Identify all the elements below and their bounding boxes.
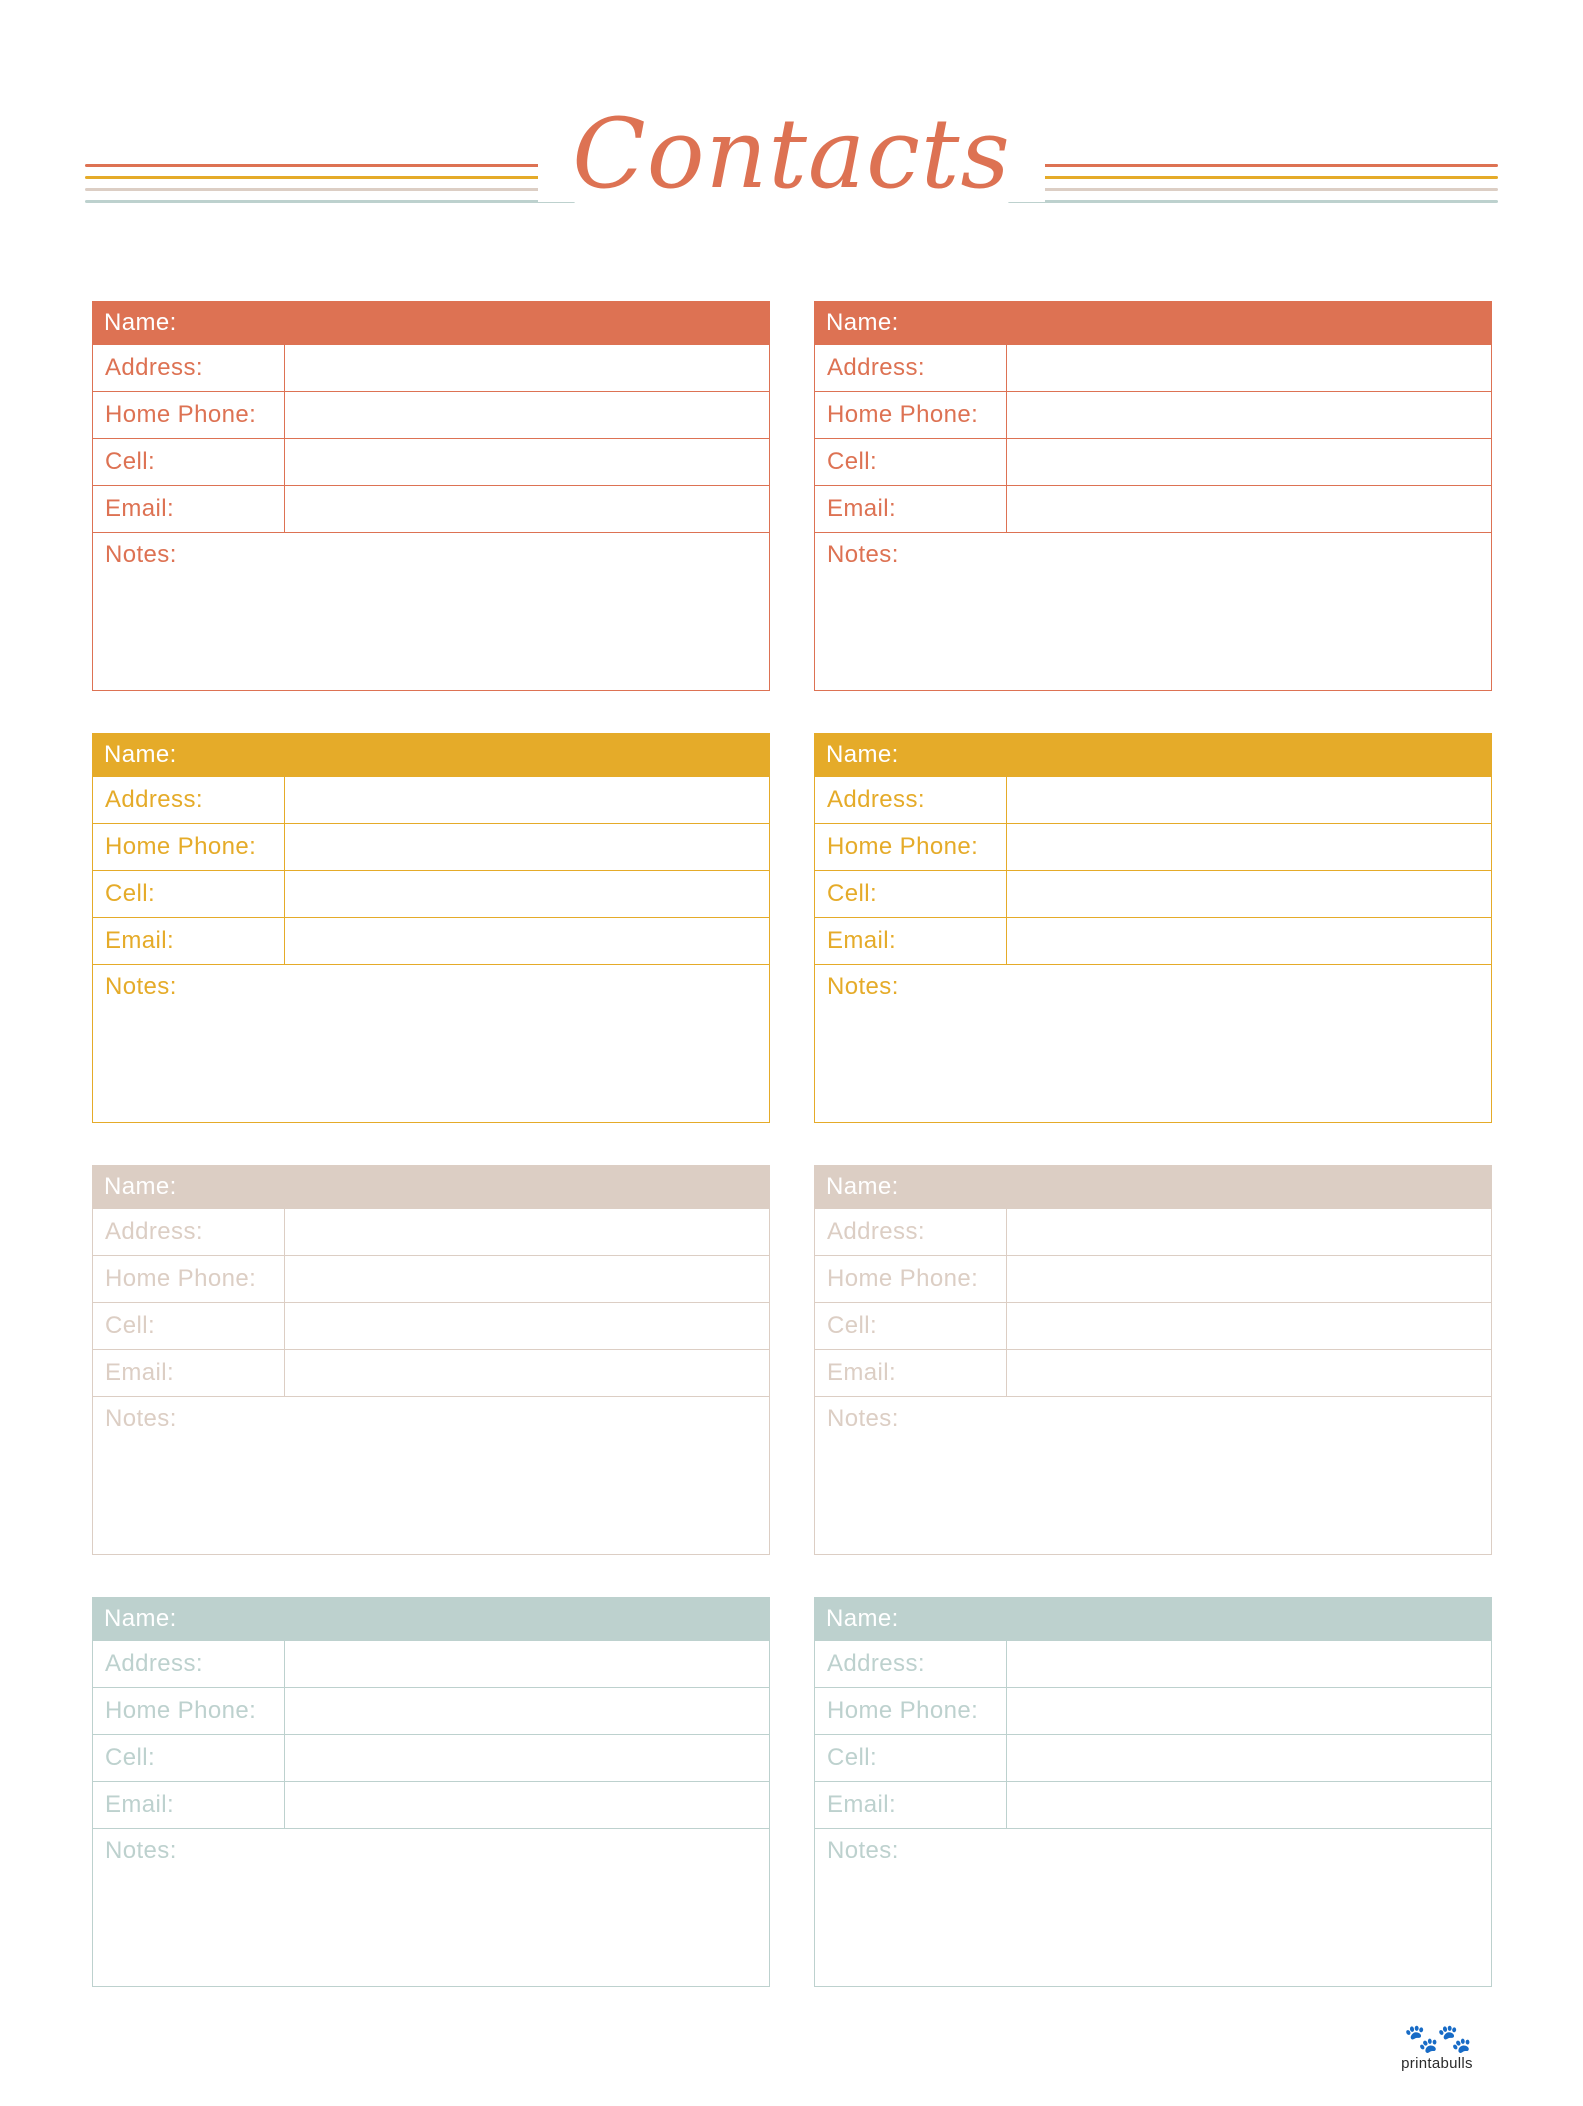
home-phone-row — [814, 1256, 1492, 1303]
contact-name-header — [92, 733, 770, 777]
cell-row — [92, 1735, 770, 1782]
email-row-label-cell — [93, 918, 285, 964]
address-input[interactable] — [1007, 777, 1491, 823]
cell-row — [92, 439, 770, 486]
notes-area[interactable] — [92, 1829, 770, 1987]
notes-area[interactable] — [814, 533, 1492, 691]
home-phone-input[interactable] — [285, 1688, 769, 1734]
footer-logo — [1377, 2025, 1497, 2072]
home-phone-label: Home Phone: — [827, 1697, 979, 1724]
notes-label: Notes: — [105, 541, 177, 568]
cell-row — [814, 439, 1492, 486]
cell-label: Cell: — [827, 880, 878, 907]
home-phone-label: Home Phone: — [105, 1265, 257, 1292]
email-label: Email: — [827, 1359, 897, 1386]
email-input[interactable] — [1007, 1782, 1491, 1828]
home-phone-input[interactable] — [1007, 1688, 1491, 1734]
cell-row-label-cell — [815, 1735, 1007, 1781]
address-input[interactable] — [285, 1641, 769, 1687]
email-input[interactable] — [1007, 1350, 1491, 1396]
notes-area[interactable] — [814, 1397, 1492, 1555]
cell-row — [92, 871, 770, 918]
cell-input[interactable] — [1007, 439, 1491, 485]
cell-input[interactable] — [285, 871, 769, 917]
home-phone-label: Home Phone: — [105, 1697, 257, 1724]
email-row-label-cell — [815, 486, 1007, 532]
home-phone-input[interactable] — [285, 1256, 769, 1302]
cell-input[interactable] — [1007, 1735, 1491, 1781]
header-rule-blush-right — [1008, 188, 1498, 191]
header-rule-coral-right — [1008, 164, 1498, 167]
email-input[interactable] — [1007, 918, 1491, 964]
email-label: Email: — [105, 927, 175, 954]
address-input[interactable] — [1007, 1641, 1491, 1687]
address-row — [92, 1209, 770, 1256]
contact-card — [814, 301, 1492, 691]
notes-label: Notes: — [105, 1837, 177, 1864]
home-phone-row — [92, 1256, 770, 1303]
address-label: Address: — [105, 1218, 203, 1245]
address-row — [814, 777, 1492, 824]
address-row-label-cell — [815, 345, 1007, 391]
address-label: Address: — [827, 786, 925, 813]
header-rule-blush-left — [85, 188, 575, 191]
email-row-label-cell — [815, 918, 1007, 964]
address-row-label-cell — [815, 777, 1007, 823]
contact-name-header — [92, 1597, 770, 1641]
email-label: Email: — [105, 495, 175, 522]
cell-row — [814, 1303, 1492, 1350]
home-phone-row-label-cell — [93, 392, 285, 438]
email-label: Email: — [105, 1791, 175, 1818]
cell-row-label-cell — [815, 871, 1007, 917]
notes-label: Notes: — [827, 1405, 899, 1432]
header-rule-sage-right — [1008, 200, 1498, 203]
cell-label: Cell: — [105, 448, 156, 475]
address-label: Address: — [827, 1650, 925, 1677]
cell-row — [92, 1303, 770, 1350]
notes-area[interactable] — [92, 1397, 770, 1555]
contact-name-header — [814, 1597, 1492, 1641]
email-input[interactable] — [285, 1782, 769, 1828]
home-phone-label: Home Phone: — [105, 401, 257, 428]
address-label: Address: — [105, 1650, 203, 1677]
email-label: Email: — [827, 495, 897, 522]
address-row — [92, 1641, 770, 1688]
address-input[interactable] — [1007, 345, 1491, 391]
address-row-label-cell — [815, 1209, 1007, 1255]
address-label: Address: — [105, 354, 203, 381]
home-phone-label: Home Phone: — [827, 1265, 979, 1292]
cell-input[interactable] — [1007, 1303, 1491, 1349]
address-label: Address: — [105, 786, 203, 813]
contact-name-header — [814, 733, 1492, 777]
home-phone-row — [814, 1688, 1492, 1735]
home-phone-row — [92, 392, 770, 439]
contact-name-header — [92, 301, 770, 345]
email-row-label-cell — [93, 486, 285, 532]
email-label: Email: — [827, 927, 897, 954]
notes-area[interactable] — [92, 965, 770, 1123]
home-phone-row-label-cell — [815, 392, 1007, 438]
email-row-label-cell — [815, 1350, 1007, 1396]
email-row — [92, 918, 770, 965]
address-row — [92, 345, 770, 392]
brand-name: printabulls — [1401, 2055, 1473, 2072]
home-phone-label: Home Phone: — [827, 401, 979, 428]
notes-label: Notes: — [827, 973, 899, 1000]
cell-row-label-cell — [93, 871, 285, 917]
address-row-label-cell — [93, 1209, 285, 1255]
home-phone-row — [814, 392, 1492, 439]
email-row-label-cell — [93, 1782, 285, 1828]
home-phone-row-label-cell — [815, 1256, 1007, 1302]
cell-row — [814, 871, 1492, 918]
page-header — [0, 58, 1583, 258]
home-phone-row-label-cell — [93, 824, 285, 870]
cell-row-label-cell — [93, 1303, 285, 1349]
cell-input[interactable] — [285, 1303, 769, 1349]
address-row-label-cell — [93, 777, 285, 823]
email-input[interactable] — [1007, 486, 1491, 532]
cell-row-label-cell — [815, 1303, 1007, 1349]
home-phone-input[interactable] — [285, 392, 769, 438]
email-row — [814, 918, 1492, 965]
header-rule-gold-left — [85, 176, 575, 179]
home-phone-row-label-cell — [815, 1688, 1007, 1734]
email-row — [92, 1350, 770, 1397]
contact-card — [814, 733, 1492, 1123]
cell-label: Cell: — [105, 880, 156, 907]
home-phone-input[interactable] — [1007, 824, 1491, 870]
home-phone-row-label-cell — [93, 1688, 285, 1734]
contacts-printable-page — [0, 58, 1583, 2106]
home-phone-input[interactable] — [285, 824, 769, 870]
home-phone-row — [814, 824, 1492, 871]
name-label: Name: — [826, 1173, 899, 1200]
address-input[interactable] — [1007, 1209, 1491, 1255]
cell-label: Cell: — [827, 1312, 878, 1339]
address-label: Address: — [827, 1218, 925, 1245]
address-label: Address: — [827, 354, 925, 381]
address-input[interactable] — [285, 1209, 769, 1255]
cell-row-label-cell — [93, 1735, 285, 1781]
address-row — [814, 1641, 1492, 1688]
home-phone-input[interactable] — [1007, 1256, 1491, 1302]
cell-label: Cell: — [105, 1744, 156, 1771]
email-input[interactable] — [285, 918, 769, 964]
header-rule-sage-left — [85, 200, 575, 203]
contact-card — [92, 1165, 770, 1555]
address-row — [814, 345, 1492, 392]
notes-label: Notes: — [827, 1837, 899, 1864]
notes-label: Notes: — [827, 541, 899, 568]
header-rules-right — [1008, 164, 1498, 203]
notes-label: Notes: — [105, 1405, 177, 1432]
contact-card — [814, 1597, 1492, 1987]
email-row — [92, 1782, 770, 1829]
cell-input[interactable] — [1007, 871, 1491, 917]
cell-row-label-cell — [93, 439, 285, 485]
address-row-label-cell — [815, 1641, 1007, 1687]
header-rule-coral-left — [85, 164, 575, 167]
cell-label: Cell: — [827, 1744, 878, 1771]
home-phone-label: Home Phone: — [105, 833, 257, 860]
notes-area[interactable] — [814, 965, 1492, 1123]
email-row-label-cell — [815, 1782, 1007, 1828]
cell-label: Cell: — [105, 1312, 156, 1339]
name-label: Name: — [104, 1605, 177, 1632]
email-row — [92, 486, 770, 533]
cell-input[interactable] — [285, 439, 769, 485]
name-label: Name: — [826, 309, 899, 336]
home-phone-row — [92, 1688, 770, 1735]
contact-card — [92, 301, 770, 691]
home-phone-row-label-cell — [93, 1256, 285, 1302]
contact-cards-grid — [92, 301, 1492, 1987]
home-phone-row-label-cell — [815, 824, 1007, 870]
contact-card — [92, 733, 770, 1123]
address-row-label-cell — [93, 1641, 285, 1687]
notes-area[interactable] — [814, 1829, 1492, 1987]
address-row — [814, 1209, 1492, 1256]
email-input[interactable] — [285, 1350, 769, 1396]
name-label: Name: — [104, 309, 177, 336]
contact-card — [814, 1165, 1492, 1555]
address-row — [92, 777, 770, 824]
header-rules-left — [85, 164, 575, 203]
cell-label: Cell: — [827, 448, 878, 475]
contact-name-header — [814, 301, 1492, 345]
name-label: Name: — [104, 741, 177, 768]
name-label: Name: — [826, 741, 899, 768]
name-label: Name: — [826, 1605, 899, 1632]
address-row-label-cell — [93, 345, 285, 391]
contact-name-header — [814, 1165, 1492, 1209]
email-row — [814, 1782, 1492, 1829]
email-input[interactable] — [285, 486, 769, 532]
home-phone-label: Home Phone: — [827, 833, 979, 860]
notes-area[interactable] — [92, 533, 770, 691]
paw-prints-icon: 🐾🐾 — [1404, 2023, 1470, 2054]
contact-card — [92, 1597, 770, 1987]
contact-name-header — [92, 1165, 770, 1209]
cell-input[interactable] — [285, 1735, 769, 1781]
email-row — [814, 1350, 1492, 1397]
header-rule-gold-right — [1008, 176, 1498, 179]
address-input[interactable] — [285, 345, 769, 391]
email-row-label-cell — [93, 1350, 285, 1396]
cell-row — [814, 1735, 1492, 1782]
address-input[interactable] — [285, 777, 769, 823]
email-label: Email: — [827, 1791, 897, 1818]
name-label: Name: — [104, 1173, 177, 1200]
notes-label: Notes: — [105, 973, 177, 1000]
cell-row-label-cell — [815, 439, 1007, 485]
email-row — [814, 486, 1492, 533]
home-phone-row — [92, 824, 770, 871]
email-label: Email: — [105, 1359, 175, 1386]
home-phone-input[interactable] — [1007, 392, 1491, 438]
page-title: Contacts — [538, 106, 1045, 202]
